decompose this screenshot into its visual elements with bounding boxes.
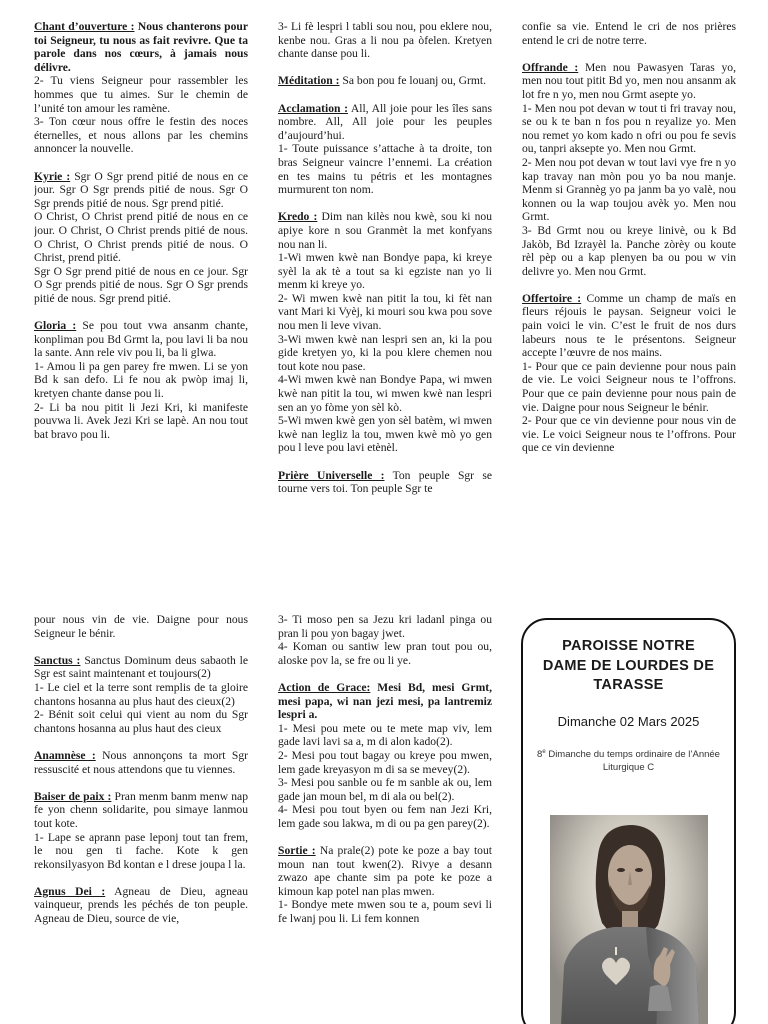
verse-paragraph: [278, 803, 492, 830]
section-heading: Baiser de paix :: [34, 789, 112, 803]
verse-paragraph: [278, 469, 492, 496]
verse-paragraph: [278, 292, 492, 333]
section: [34, 654, 248, 736]
section: [278, 469, 492, 496]
verse-paragraph: [34, 20, 248, 74]
section: [34, 885, 248, 926]
verse-paragraph: [278, 373, 492, 414]
verse-text: 2- Tu viens Seigneur pour rassembler les hommes que tu aimes. Sur le chemin de l’unité ton amour les ramène.: [34, 74, 248, 115]
verse-text: 2- Li ba nou pitit li Jezi Kri, ki manifeste pouvwa li. Avek Jezi Kri se lapè. An nou tout bat bravo pou li.: [34, 400, 248, 441]
verse-text: Ton peuple Sgr se tourne vers toi. Ton peuple Sgr te: [278, 468, 492, 496]
section: [34, 319, 248, 441]
column-1: [34, 20, 248, 550]
verse-text: Na prale(2) pote ke poze a bay tout moun nan tout kwen(2). Rivye a desann zwazo ape chante sim pa pote ke poze a kimoun kap potel nan plas mwen.: [278, 844, 492, 898]
verse-paragraph: [278, 414, 492, 455]
verse-paragraph: [278, 251, 492, 292]
verse-paragraph: [522, 102, 736, 156]
verse-text: Comme un champ de maïs en fleurs réjouis le paysan. Seigneur voici le pain voici le vin. C’est le fruit de nos durs labeurs nous te le présentons. Seigneur accepte l’œuvre de nos mains.: [522, 291, 736, 360]
verse-text: Dim nan kilès nou kwè, sou ki nou apiye kore n sou Granmèt la met konfyans nou nan li.: [278, 210, 492, 251]
sunday-ordinal-suffix: e: [542, 748, 546, 755]
column-3: [522, 20, 736, 550]
verse-paragraph: [522, 61, 736, 102]
verse-paragraph: [34, 613, 248, 640]
sunday-description: Dimanche du temps ordinaire de l’Année Liturgique C: [545, 748, 720, 773]
column-2: [278, 20, 492, 560]
verse-paragraph: [278, 898, 492, 925]
verse-text: 1- Mesi pou mete ou te mete map viv, lem gade lavi lavi sa a, m di alon kado(2).: [278, 721, 492, 749]
verse-text: Sanctus Dominum deus sabaoth le Sgr est saint maintenant et toujours(2): [34, 653, 248, 681]
section-heading: Acclamation :: [278, 101, 348, 115]
verse-paragraph: [278, 102, 492, 143]
verse-text: 1- Amou li pa gen parey fre mwen. Li se yon Bd k san defo. Li fe nou ak pwòp imaj li, kretyen chante danse pou li.: [34, 359, 248, 401]
verse-paragraph: [278, 210, 492, 251]
verse-paragraph: [278, 722, 492, 749]
verse-text: 4- Mesi pou tout byen ou fem nan Jezi Kri, lem gade sou lakwa, m di ou pa gen parey(2).: [278, 803, 492, 830]
section: [278, 210, 492, 455]
verse-paragraph: [34, 319, 248, 360]
verse-text: Nous chanterons pour toi Seigneur, tu nous as fait revivre. Que ta parole dans nos cœurs, à jamais nous délivre.: [34, 20, 248, 74]
verse-text: 3-Wi mwen kwè nan lespri sen an, ki la pou gide kretyen yo, ki la pou klere chemen nou tout kote nou pase.: [278, 332, 492, 373]
mass-date: Dimanche 02 Mars 2025: [557, 713, 700, 729]
section: [278, 74, 492, 88]
section: [522, 61, 736, 279]
verse-paragraph: [34, 401, 248, 442]
verse-text: Pran menm banm menw nap fe yon chenn solidarite, pou simaye lanmou tout kote.: [34, 789, 248, 830]
verse-paragraph: [34, 831, 248, 872]
section: [522, 20, 736, 47]
section-heading: Offertoire :: [522, 291, 582, 305]
section: [278, 102, 492, 197]
verse-text: All, All joie pour les îles sans nombre. All, All joie pour les peuples d’aujourd’hui.: [278, 101, 492, 142]
section-heading: Action de Grace:: [278, 680, 371, 694]
liturgical-sunday: [523, 746, 734, 774]
verse-paragraph: [522, 224, 736, 278]
verse-text: 3- Mesi pou sanble ou fe m sanble ak ou, lem gade jan moun bel, m di ala ou bel(2).: [278, 776, 492, 803]
verse-text: 1-Wi mwen kwè nan Bondye papa, ki kreye syèl la ak tè a tout sa ki egziste nan yo li menm ki kreye yo.: [278, 251, 492, 292]
verse-paragraph: [34, 360, 248, 401]
verse-text: 3- Ti moso pen sa Jezu kri ladanl pinga ou pran li pou yon bagay jwet.: [278, 613, 492, 640]
verse-text: 1- Lape se aprann pase leponj tout tan frem, le nou gen ti fache. Kote k gen rekonsilyasyon Bd kontan e l drese joupa l la.: [34, 830, 248, 871]
section-heading: Agnus Dei :: [34, 884, 106, 898]
column-5: [278, 613, 492, 1024]
section-heading: Gloria :: [34, 319, 77, 333]
verse-paragraph: [278, 681, 492, 722]
verse-text: 3- Bd Grmt nou ou kreye linivè, ou k Bd Jakòb, Bd Izrayèl la. Panche zòrèy ou koute rèl pèp ou a kap plenyen ba ou pou w vin delivre yo. Men nou Grmt.: [522, 223, 736, 278]
verse-paragraph: [278, 142, 492, 196]
verse-text: 2- Mesi pou tout bagay ou kreye pou mwen, lem gade kreyasyon m di sa se mevey(2).: [278, 748, 492, 776]
section: [34, 20, 248, 156]
parish-title: PAROISSE NOTRE DAME DE LOURDES DE TARASSE: [542, 638, 715, 693]
verse-paragraph: [522, 156, 736, 224]
jesus-portrait-image: [550, 815, 708, 1024]
section-heading: Sortie :: [278, 844, 316, 858]
section: [278, 844, 492, 926]
section: [278, 681, 492, 831]
verse-paragraph: [278, 333, 492, 374]
verse-text: 1- Men nou pot devan w tout ti fri travay nou, se ou k te ban n fos pou n reyalize yo. Men nou remet yo kom kado n ofri ou pou fe sevis ou, tanpri aksepte yo. Men nou Grmt.: [522, 101, 736, 156]
section-heading: Sanctus :: [34, 653, 81, 667]
verse-paragraph: [522, 20, 736, 47]
verse-text: 5-Wi mwen kwè gen yon sèl batèm, wi mwen kwè nan legliz la tou, mwen kwè mò yo gen pou l leve pou lavi etènèl.: [278, 414, 492, 455]
verse-text: pour nous vin de vie. Daigne pour nous Seigneur le bénir.: [34, 613, 248, 640]
section-heading: Prière Universelle :: [278, 468, 385, 482]
verse-paragraph: [278, 776, 492, 803]
section: [522, 292, 736, 455]
verse-text: Sa bon pou fe louanj ou, Grmt.: [342, 74, 487, 88]
verse-text: Nous annonçons ta mort Sgr ressuscité et nous attendons que tu viennes.: [34, 748, 248, 776]
verse-text: 4-Wi mwen kwè nan Bondye Papa, wi mwen kwè nan pitit la tou, wi mwen kwè nan lespri sen an yo fòme yon sèl kò.: [278, 373, 492, 414]
section: [34, 170, 248, 306]
column-4: [34, 613, 248, 1024]
section: [34, 790, 248, 872]
verse-text: Mesi Bd, mesi Grmt, mesi papa, wi nan jezi mesi, pa lantremiz lespri a.: [278, 680, 492, 722]
verse-paragraph: [34, 210, 248, 264]
verse-paragraph: [34, 170, 248, 211]
verse-text: Sgr O Sgr prend pitié de nous en ce jour. Sgr O Sgr prends pitié de nous. Sgr O Sgr prends pitié de nous. Sgr prend pitié.: [34, 169, 248, 210]
verse-text: O Christ, O Christ prend pitié de nous en ce jour. O Christ, O Christ prends pitié de nous. O Christ, O Christ prends pitié de nous. O Christ, prend pitié.: [34, 210, 248, 265]
verse-text: 4- Koman ou santiw lew pran tout pou ou, aloske pov la, se fre ou li ye.: [278, 640, 492, 667]
verse-paragraph: [34, 708, 248, 735]
section: [34, 613, 248, 640]
verse-paragraph: [522, 292, 736, 360]
verse-paragraph: [278, 844, 492, 898]
verse-paragraph: [34, 749, 248, 776]
verse-paragraph: [34, 265, 248, 306]
section: [278, 20, 492, 61]
section-heading: Kyrie :: [34, 169, 71, 183]
verse-paragraph: [522, 360, 736, 414]
verse-text: 1- Bondye mete mwen sou te a, poum sevi li fe lwanj pou li. Li fem konnen: [278, 898, 492, 926]
verse-paragraph: [522, 414, 736, 455]
verse-text: Sgr O Sgr prend pitié de nous en ce jour. Sgr O Sgr prends pitié de nous. Sgr O Sgr prends pitié de nous. Sgr prend pitié.: [34, 264, 248, 305]
verse-paragraph: [278, 749, 492, 776]
verse-text: 2- Pour que ce vin devienne pour nous vin de vie. Le voici Seigneur nous te l’offrons. Pour que ce vin devienne: [522, 414, 736, 455]
verse-paragraph: [278, 640, 492, 667]
verse-paragraph: [34, 74, 248, 115]
verse-paragraph: [34, 654, 248, 681]
verse-paragraph: [34, 885, 248, 926]
verse-paragraph: [34, 681, 248, 708]
verse-text: 1- Le ciel et la terre sont remplis de ta gloire chantons hosanna au plus haut des cieux(2): [34, 680, 248, 708]
sunday-number: 8: [537, 748, 543, 760]
section-heading: Offrande :: [522, 60, 579, 74]
verse-paragraph: [278, 613, 492, 640]
verse-text: 3- Ton cœur nous offre le festin des noces éternelles, et nous allons par les chemins annoncer la nouvelle.: [34, 115, 248, 156]
cover-panel: [521, 618, 736, 1024]
section: [34, 749, 248, 776]
section: [278, 613, 492, 667]
section-heading: Kredo :: [278, 210, 318, 224]
section-heading: Méditation :: [278, 74, 340, 88]
section-heading: Chant d’ouverture :: [34, 20, 135, 33]
verse-text: Men nou Pawasyen Taras yo, men nou tout pitit Bd yo, men nou ansanm ak lot fre n yo, men nou Grmt asepte yo.: [522, 60, 736, 101]
verse-paragraph: [34, 790, 248, 831]
verse-paragraph: [278, 74, 492, 88]
verse-paragraph: [278, 20, 492, 61]
verse-text: 2- Bénit soit celui qui vient au nom du Sgr chantons hosanna au plus haut des cieux: [34, 708, 248, 735]
verse-text: 3- Li fè lespri l tabli sou nou, pou eklere nou, kenbe nou. Gras a li nou pa òfelen. Kretyen chante danse pou li.: [278, 20, 492, 61]
verse-text: confie sa vie. Entend le cri de nos prières entend le cri de notre terre.: [522, 20, 736, 47]
verse-text: 1- Toute puissance s’attache à ta droite, ton bras Seigneur vaincre l’ennemi. La création en tes mains tu pétris et les montagnes murmurent ton nom.: [278, 142, 492, 197]
verse-paragraph: [34, 115, 248, 156]
section-heading: Anamnèse :: [34, 748, 96, 762]
verse-text: Agneau de Dieu, agneau vainqueur, prends les péchés de ton peuple. Agneau de Dieu, source de vie,: [34, 884, 248, 926]
verse-text: Se pou tout vwa ansanm chante, konpliman pou Bd Grmt la, pou lavi li ba nou la sante. Ann rele viv pou li, ba li glwa.: [34, 319, 248, 360]
verse-text: 2- Wi mwen kwè nan pitit la tou, ki fèt nan vant Mari ki Vyèj, ki mouri sou kwa pou sove nou men li leve vivan.: [278, 291, 492, 333]
verse-text: 1- Pour que ce pain devienne pour nous pain de vie. Le voici Seigneur nous te l’offrons. Pour que ce pain devienne pour nous pain de vie. Daigne pour nous Seigneur le bénir.: [522, 359, 736, 414]
verse-text: 2- Men nou pot devan w tout lavi vye fre n yo kap travay nan mòn pou yo ba nou manje. Menm si Grannèg yo pa janm ba yo valè, nou konnen ou la wap toujou avèk yo. Men nou Grmt.: [522, 155, 736, 224]
